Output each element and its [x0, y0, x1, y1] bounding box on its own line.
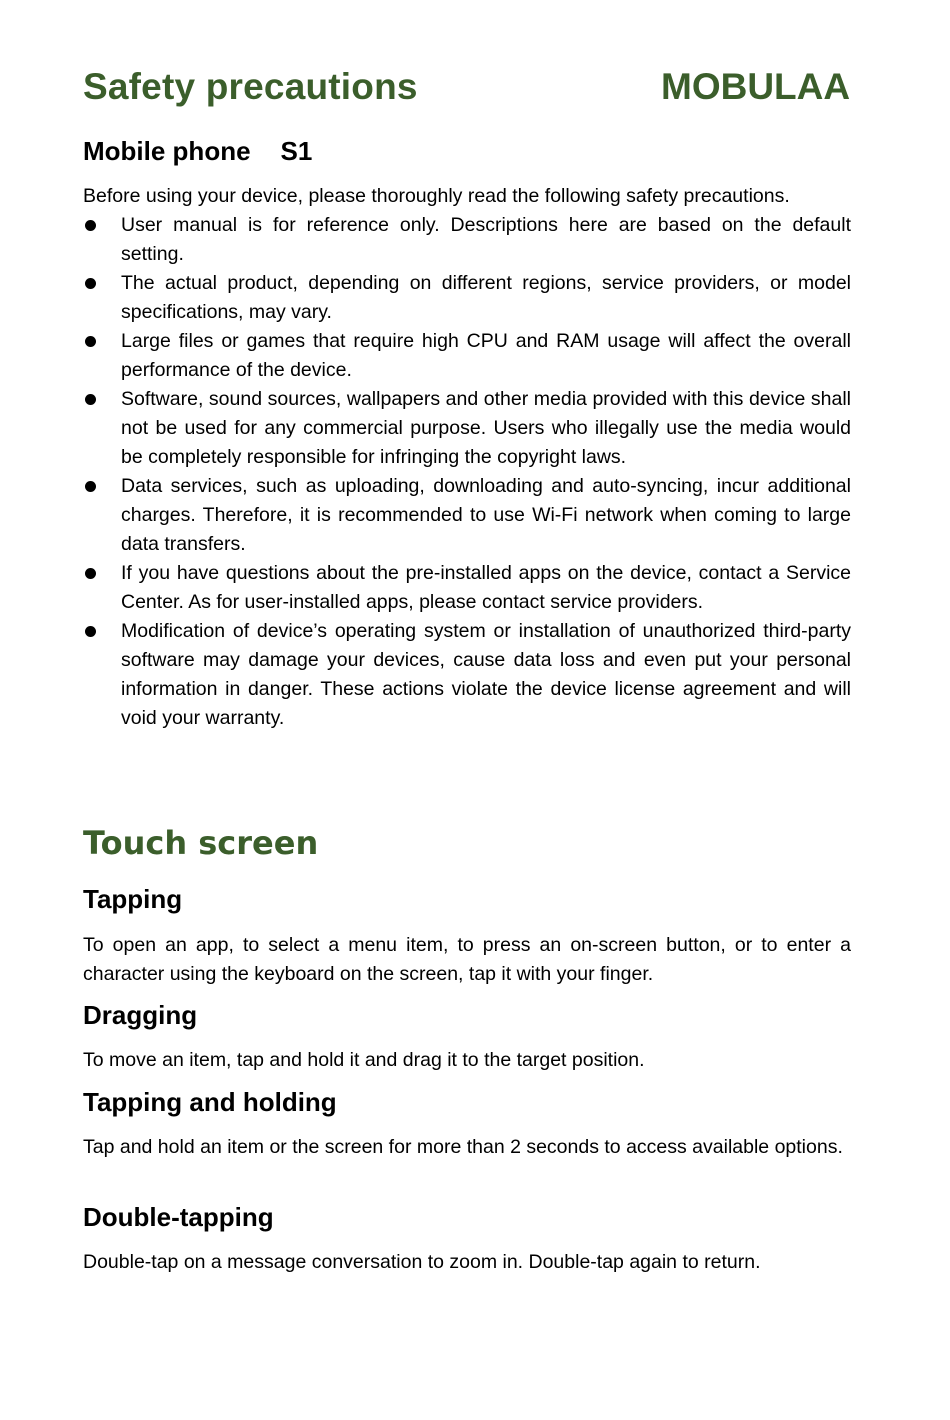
- list-item: [83, 327, 851, 385]
- list-item: [83, 269, 851, 327]
- paragraph-double-tapping: Double-tap on a message conversation to zoom in. Double-tap again to return.: [83, 1251, 761, 1273]
- paragraph-dragging: To move an item, tap and hold it and drag it to the target position.: [83, 1049, 645, 1071]
- subtitle-label: Mobile phone: [83, 136, 251, 166]
- precautions-list: [83, 211, 851, 733]
- list-item-text: The actual product, depending on different regions, service providers, or model specifications, may vary.: [121, 272, 851, 323]
- bullet-icon: [85, 394, 96, 405]
- heading-tapping-and-holding: Tapping and holding: [83, 1087, 337, 1117]
- bullet-icon: [85, 568, 96, 579]
- bullet-icon: [85, 220, 96, 231]
- list-item: [83, 617, 851, 733]
- list-item-text: Software, sound sources, wallpapers and other media provided with this device shall not be used for any commercial purpose. Users who illegally use the media would be completely responsible for infringing the copyright laws.: [121, 388, 851, 468]
- paragraph-tapping: To open an app, to select a menu item, to press an on-screen button, or to enter a character using the keyboard on the screen, tap it with your finger.: [83, 934, 851, 985]
- list-item-text: Modification of device’s operating system or installation of unauthorized third-party software may damage your devices, cause data loss and even put your personal information in danger. These actions violate the device license agreement and will void your warranty.: [121, 620, 851, 729]
- list-item: [83, 559, 851, 617]
- header: [83, 66, 851, 114]
- bullet-icon: [85, 278, 96, 289]
- bullet-icon: [85, 626, 96, 637]
- list-item-text: Large files or games that require high CPU and RAM usage will affect the overall performance of the device.: [121, 330, 851, 381]
- paragraph-tapping-and-holding: Tap and hold an item or the screen for more than 2 seconds to access available options.: [83, 1136, 843, 1158]
- list-item-text: If you have questions about the pre-installed apps on the device, contact a Service Center. As for user-installed apps, please contact service providers.: [121, 562, 851, 613]
- model-name: S1: [280, 136, 313, 166]
- page-title: Safety precautions: [83, 66, 418, 107]
- list-item-text: User manual is for reference only. Descriptions here are based on the default setting.: [121, 214, 851, 265]
- heading-dragging: Dragging: [83, 1000, 198, 1030]
- heading-double-tapping: Double-tapping: [83, 1202, 274, 1232]
- section-title-touch-screen: Touch screen: [83, 824, 319, 862]
- bullet-icon: [85, 481, 96, 492]
- subtitle: [83, 136, 312, 167]
- heading-tapping: Tapping: [83, 884, 183, 914]
- list-item: [83, 211, 851, 269]
- bullet-icon: [85, 336, 96, 347]
- list-item-text: Data services, such as uploading, downloading and auto-syncing, incur additional charges. Therefore, it is recommended to use Wi-Fi network when coming to large data transfers.: [121, 475, 851, 555]
- list-item: [83, 472, 851, 559]
- list-item: [83, 385, 851, 472]
- brand-name: MOBULAA: [661, 66, 851, 107]
- intro-text: Before using your device, please thoroughly read the following safety precautions.: [83, 185, 790, 207]
